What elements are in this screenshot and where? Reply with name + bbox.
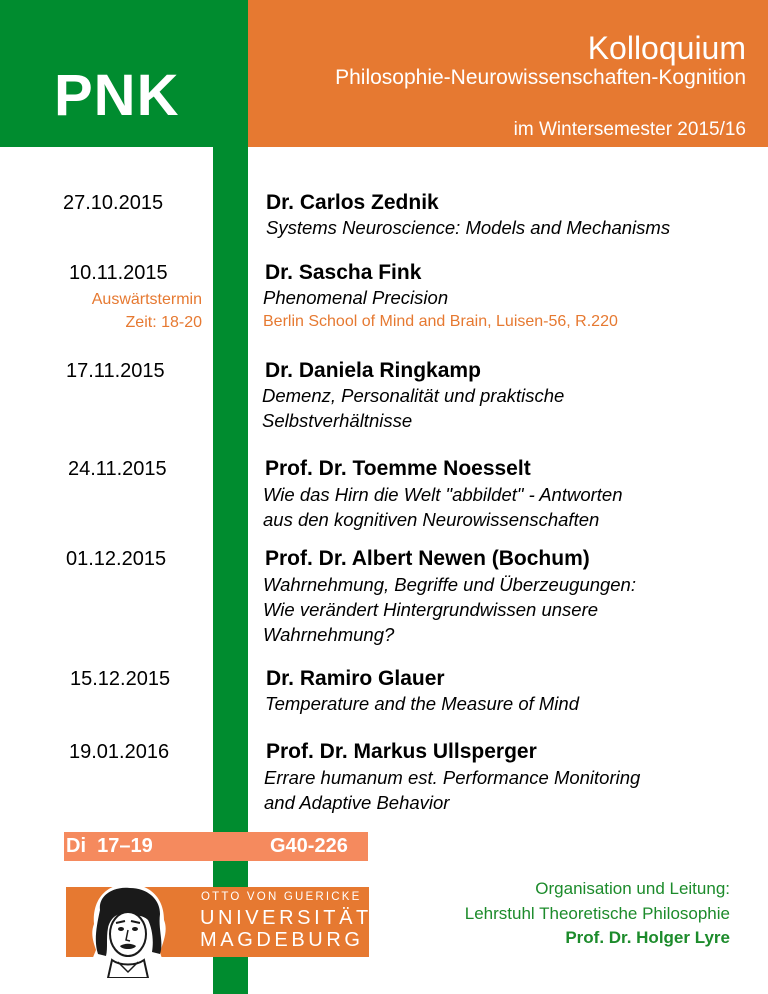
session-title: Demenz, Personalität und praktische <box>262 385 565 406</box>
session-title: Systems Neuroscience: Models and Mechanisms <box>266 217 671 238</box>
session-speaker: Dr. Daniela Ringkamp <box>265 359 481 382</box>
session-title: Phenomenal Precision <box>263 287 449 308</box>
session-date: 19.01.2016 <box>69 741 170 763</box>
session-title: Wie das Hirn die Welt "abbildet" - Antworten <box>263 484 623 505</box>
organisation-person: Prof. Dr. Holger Lyre <box>565 928 730 947</box>
session-title: Temperature and the Measure of Mind <box>265 693 579 714</box>
room-number: G40-226 <box>270 835 348 857</box>
organisation-label: Organisation und Leitung: <box>535 879 730 898</box>
session-title: Errare humanum est. Performance Monitoring <box>264 767 641 788</box>
session-title: Wie verändert Hintergrundwissen unsere <box>263 599 599 620</box>
page-title: Kolloquium <box>587 30 746 66</box>
session-speaker: Prof. Dr. Toemme Noesselt <box>265 457 531 480</box>
session-speaker: Prof. Dr. Albert Newen (Bochum) <box>265 547 590 570</box>
session-speaker: Prof. Dr. Markus Ullsperger <box>266 740 537 763</box>
vertical-divider <box>213 140 248 994</box>
university-name-line3: MAGDEBURG <box>200 929 364 951</box>
session-date: 15.12.2015 <box>70 668 171 690</box>
organisation-chair: Lehrstuhl Theoretische Philosophie <box>464 904 730 923</box>
session-date: 17.11.2015 <box>66 360 165 382</box>
session-location: Berlin School of Mind and Brain, Luisen-56, R.220 <box>263 313 618 330</box>
session-title: and Adaptive Behavior <box>264 792 450 813</box>
session-date: 10.11.2015 <box>69 262 168 284</box>
session-title: aus den kognitiven Neurowissenschaften <box>263 509 600 530</box>
session-note: Auswärtstermin <box>91 291 202 308</box>
session-title: Selbstverhältnisse <box>262 410 413 431</box>
session-date: 01.12.2015 <box>66 548 167 570</box>
session-date: 24.11.2015 <box>68 458 167 480</box>
portrait-icon <box>82 880 174 978</box>
university-name-line2: UNIVERSITÄT <box>200 907 372 929</box>
session-note: Zeit: 18-20 <box>125 314 202 331</box>
brand-title: PNK <box>54 63 180 128</box>
semester-label: im Wintersemester 2015/16 <box>513 119 746 140</box>
day-time: Di 17–19 <box>66 835 153 857</box>
page-subtitle: Philosophie-Neurowissenschaften-Kognition <box>335 66 746 89</box>
session-date: 27.10.2015 <box>63 192 164 214</box>
session-title: Wahrnehmung? <box>263 624 395 645</box>
university-name-line1: OTTO VON GUERICKE <box>201 891 362 903</box>
session-speaker: Dr. Carlos Zednik <box>266 191 439 214</box>
session-speaker: Dr. Ramiro Glauer <box>266 667 445 690</box>
session-speaker: Dr. Sascha Fink <box>265 261 422 284</box>
session-title: Wahrnehmung, Begriffe und Überzeugungen: <box>263 574 636 595</box>
